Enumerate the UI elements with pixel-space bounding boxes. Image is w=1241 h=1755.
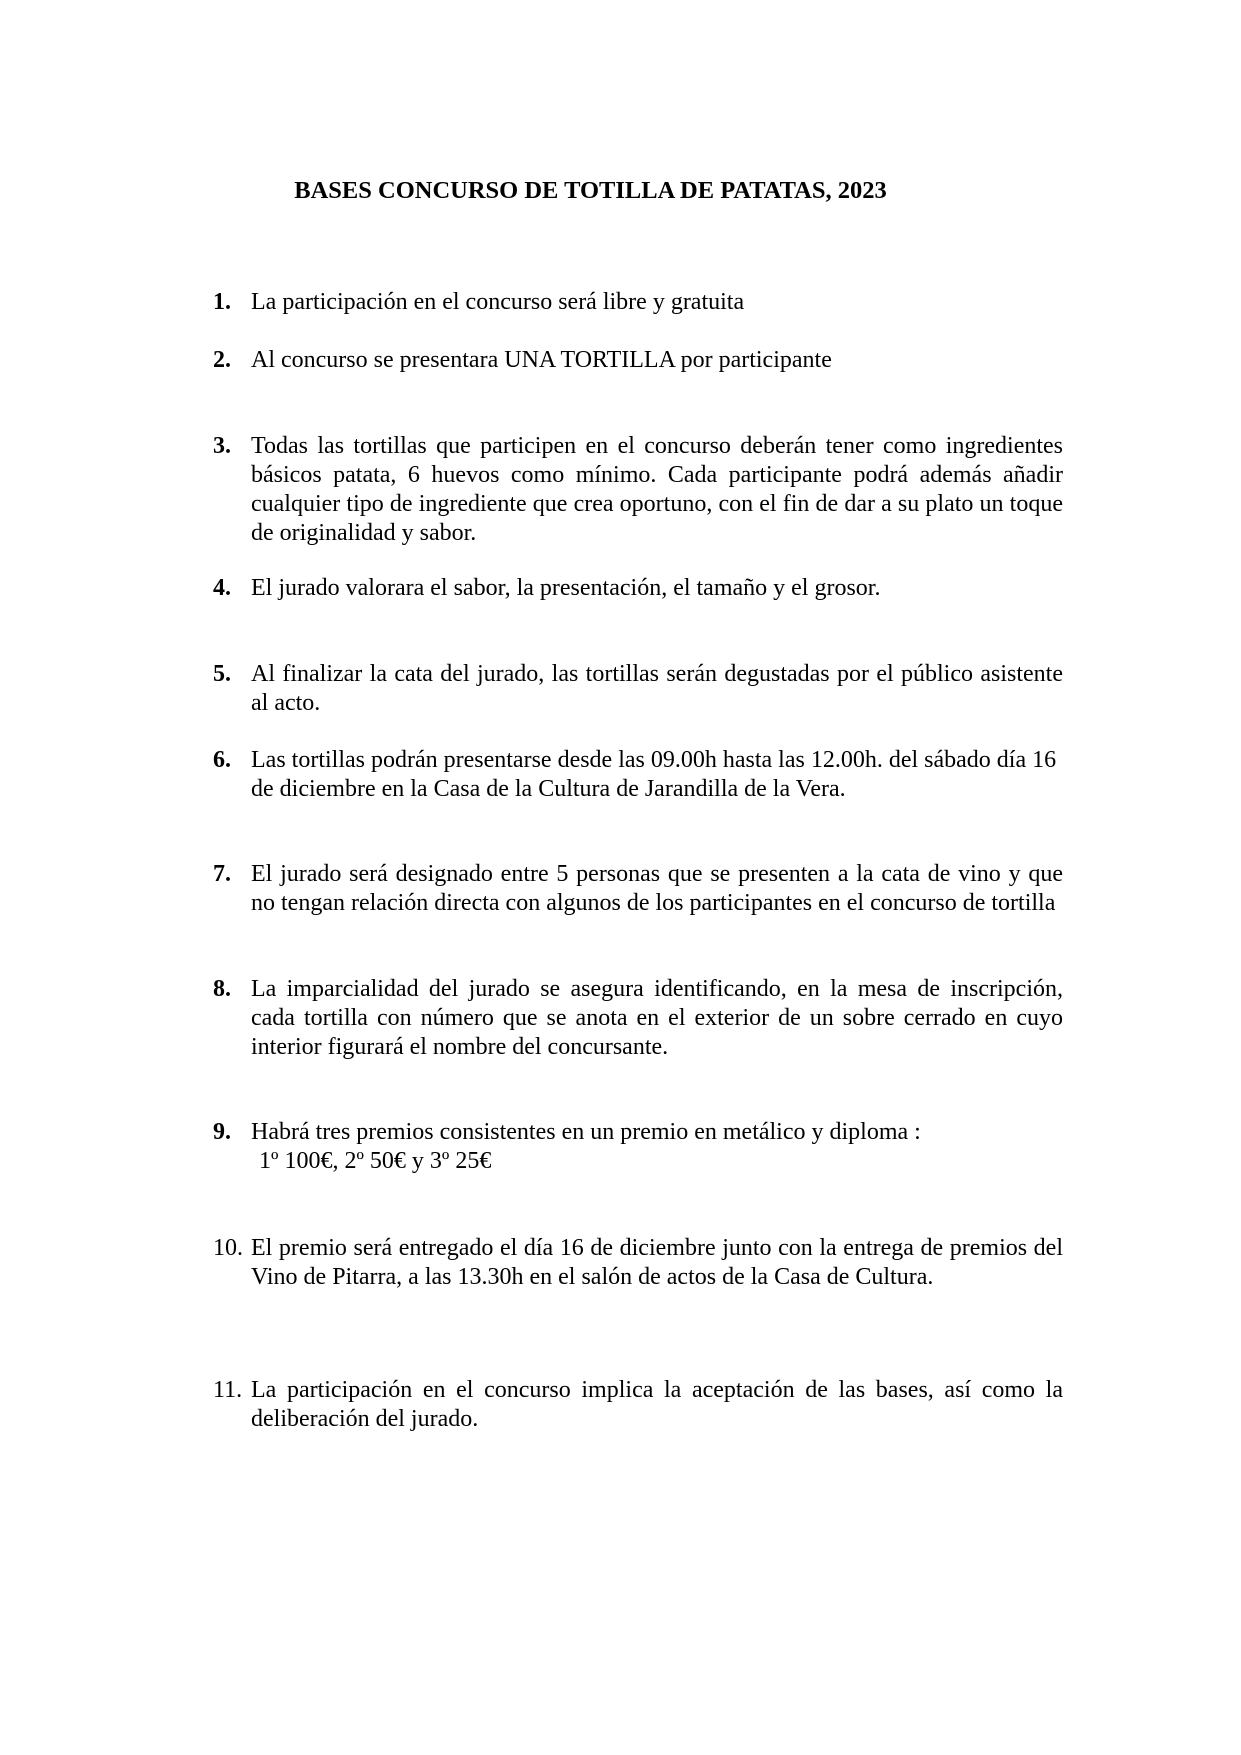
item-number: 6. <box>213 747 231 773</box>
list-item-9 <box>213 1118 1063 1176</box>
item-number: 11. <box>213 1377 243 1403</box>
item-number: 8. <box>213 976 231 1002</box>
item-text: Habrá tres premios consistentes en un premio en metálico y diploma : <box>251 1119 921 1145</box>
item-text: La participación en el concurso implica la aceptación de las bases, así como la deliberación del jurado. <box>251 1377 1063 1432</box>
list-item-7 <box>213 860 1063 918</box>
item-number: 9. <box>213 1119 231 1145</box>
prizes-line: 1º 100€, 2º 50€ y 3º 25€ <box>259 1148 492 1174</box>
list-item-11 <box>213 1376 1063 1434</box>
item-number: 5. <box>213 661 231 687</box>
item-text: Las tortillas podrán presentarse desde las 09.00h hasta las 12.00h. del sábado día 16 de diciembre en la Casa de la Cultura de Jarandilla de la Vera. <box>251 747 1057 802</box>
list-item-5 <box>213 660 1063 718</box>
item-text: El jurado será designado entre 5 personas que se presenten a la cata de vino y que no tengan relación directa con algunos de los participantes en el concurso de tortilla <box>251 861 1063 916</box>
list-item-8 <box>213 975 1063 1062</box>
list-item-6 <box>213 746 1063 804</box>
item-text: Al concurso se presentara UNA TORTILLA por participante <box>251 347 832 373</box>
list-item-3 <box>213 432 1063 548</box>
item-text: Todas las tortillas que participen en el concurso deberán tener como ingredientes básicos patata, 6 huevos como mínimo. Cada participante podrá además añadir cualquier tipo de ingrediente que crea oportuno, con el fin de dar a su plato un toque de originalidad y sabor. <box>251 433 1063 546</box>
item-number: 3. <box>213 433 231 459</box>
item-number: 4. <box>213 575 231 601</box>
item-text: Al finalizar la cata del jurado, las tortillas serán degustadas por el público asistente al acto. <box>251 661 1063 716</box>
list-item-2 <box>213 346 1063 375</box>
item-text: La imparcialidad del jurado se asegura identificando, en la mesa de inscripción, cada tortilla con número que se anota en el exterior de un sobre cerrado en cuyo interior figurará el nombre del concursante. <box>251 976 1063 1060</box>
list-item-1 <box>213 288 1063 317</box>
item-number: 7. <box>213 861 231 887</box>
item-text: El premio será entregado el día 16 de diciembre junto con la entrega de premios del Vino de Pitarra, a las 13.30h en el salón de actos de la Casa de Cultura. <box>251 1235 1063 1290</box>
item-text: La participación en el concurso será libre y gratuita <box>251 289 745 315</box>
item-number: 1. <box>213 289 231 315</box>
item-text: El jurado valorara el sabor, la presentación, el tamaño y el grosor. <box>251 575 881 601</box>
item-number: 2. <box>213 347 231 373</box>
document-title: BASES CONCURSO DE TOTILLA DE PATATAS, 2023 <box>294 177 887 204</box>
list-item-10 <box>213 1234 1063 1292</box>
list-item-4 <box>213 574 1063 603</box>
item-number: 10. <box>213 1235 243 1261</box>
